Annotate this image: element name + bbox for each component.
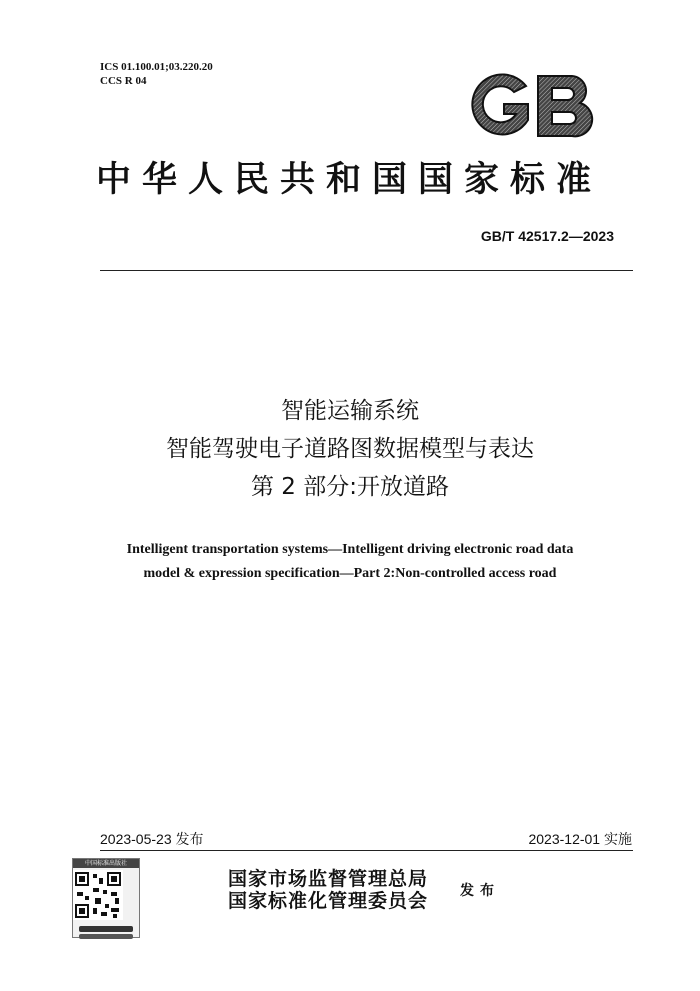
english-title: [0, 538, 700, 586]
gb-logo: [468, 72, 596, 140]
implementation-date: 2023-12-01 实施: [528, 831, 632, 847]
english-title-line-1: Intelligent transportation systems—Intelligent driving electronic road data: [126, 542, 574, 557]
main-title: 中华人民共和国国家标准: [96, 160, 603, 200]
chinese-title: [0, 392, 700, 506]
publish-label: 发布: [460, 883, 500, 899]
chinese-title-line-3: 第 2 部分:开放道路: [250, 474, 449, 500]
bottom-divider: [100, 850, 633, 851]
issuing-authorities: [228, 868, 428, 912]
ccs-code: CCS R 04: [100, 75, 147, 87]
chinese-title-line-1: 智能运输系统: [281, 398, 419, 424]
top-divider: [100, 270, 633, 271]
qr-code-icon: [73, 870, 123, 920]
qr-code-sticker: [72, 858, 140, 938]
english-title-line-2: model & expression specification—Part 2:Non-controlled access road: [143, 566, 557, 581]
issuer-sac: 国家标准化管理委员会: [228, 890, 429, 912]
issue-date: 2023-05-23 发布: [100, 831, 204, 847]
chinese-title-line-2: 智能驾驶电子道路图数据模型与表达: [166, 436, 534, 462]
classification-codes: [100, 60, 213, 88]
issuer-samr: 国家市场监督管理总局: [228, 868, 429, 890]
ics-code: ICS 01.100.01;03.220.20: [100, 61, 213, 73]
standard-number: GB/T 42517.2—2023: [480, 228, 614, 244]
qr-caption: 中国标准出版社: [73, 859, 139, 868]
